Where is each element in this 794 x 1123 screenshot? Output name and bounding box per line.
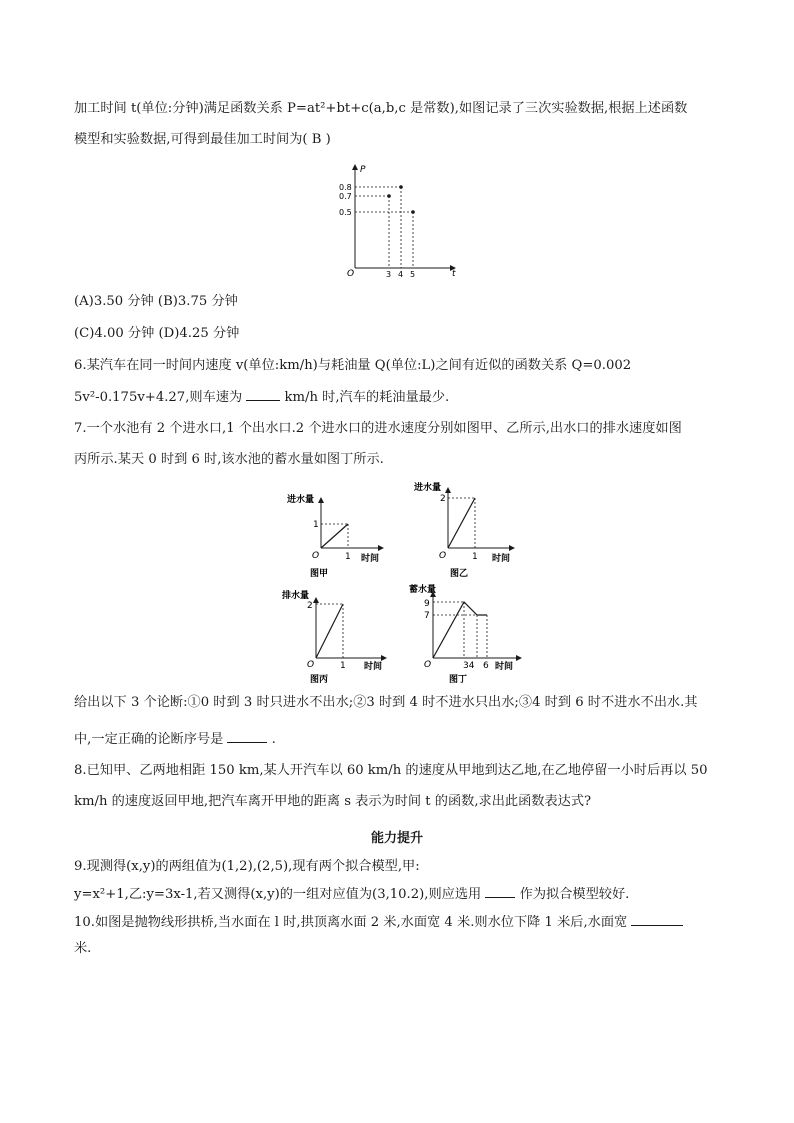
- q6-text-b: km/h 时,汽车的耗油量最少.: [284, 390, 450, 405]
- q5-ytick-0.5: 0.5: [339, 208, 352, 217]
- ding-series: [433, 602, 487, 658]
- jia-ylabel: 进水量: [287, 495, 315, 505]
- q5-ytick-0.7: 0.7: [339, 192, 352, 201]
- bing-origin: O: [307, 660, 315, 670]
- q7-graph-bing: [280, 588, 392, 688]
- jia-xtick: 1: [345, 552, 351, 562]
- q5-point-t4: [399, 185, 403, 189]
- q7-graph-ding: [407, 582, 527, 688]
- q7-graph-jia: [283, 490, 388, 582]
- ding-ylabel: 蓄水量: [409, 585, 437, 595]
- q7-line-3: 给出以下 3 个论断:①0 时到 3 时只进水不出水;②3 时到 4 时不进水只出水;③4 时到 6 时不进水不出水.其: [74, 695, 698, 710]
- q5-options-ab: (A)3.50 分钟 (B)3.75 分钟: [74, 294, 238, 309]
- q10-line-2: 米.: [74, 941, 92, 956]
- bing-ylabel: 排水量: [282, 591, 310, 601]
- ding-xtick-6: 6: [483, 661, 489, 671]
- q5-line-1: 加工时间 t(单位:分钟)满足函数关系 P=at²+bt+c(a,b,c 是常数),如图记录了三次实验数据,根据上述函数: [74, 101, 688, 116]
- q5-x-label: t: [452, 269, 456, 279]
- ding-xlabel: 时间: [495, 662, 514, 672]
- q6-line-1: 6.某汽车在同一时间内速度 v(单位:km/h)与耗油量 Q(单位:L)之间有近似的函数关系 Q=0.002: [74, 358, 632, 373]
- q10-text-a: 10.如图是抛物线形拱桥,当水面在 l 时,拱顶离水面 2 米,水面宽 4 米.则水位下降 1 米后,水面宽: [74, 915, 628, 930]
- yi-caption: 图乙: [450, 569, 469, 579]
- jia-caption: 图甲: [310, 569, 329, 579]
- q7-line-1: 7.一个水池有 2 个进水口,1 个出水口.2 个进水口的进水速度分别如图甲、乙所示,出水口的排水速度如图: [74, 421, 682, 436]
- yi-xlabel: 时间: [492, 554, 511, 564]
- q9-line-1: 9.现测得(x,y)的两组值为(1,2),(2,5),现有两个拟合模型,甲:: [74, 859, 420, 874]
- q5-options-cd: (C)4.00 分钟 (D)4.25 分钟: [74, 326, 240, 341]
- q7-text-b: .: [271, 732, 276, 747]
- q10-line-1: [74, 913, 683, 932]
- q7-line-2: 丙所示.某天 0 时到 6 时,该水池的蓄水量如图丁所示.: [74, 452, 384, 467]
- q9-text-b: 作为拟合模型较好.: [519, 887, 630, 902]
- yi-origin: O: [439, 551, 447, 561]
- q5-xtick-4: 4: [398, 270, 404, 279]
- q9-answer-blank[interactable]: [485, 885, 515, 898]
- yi-xtick: 1: [472, 552, 478, 562]
- jia-xlabel: 时间: [361, 554, 380, 564]
- q5-line-2: 模型和实验数据,可得到最佳加工时间为( B ): [74, 132, 331, 147]
- q6-line-2: [74, 388, 449, 407]
- q5-point-t3: [387, 194, 391, 198]
- q9-text-a: y=x²+1,乙:y=3x-1,若又测得(x,y)的一组对应值为(3,10.2),则应选用: [74, 887, 482, 902]
- ding-ytick-7: 7: [424, 611, 430, 621]
- ding-ytick-9: 9: [424, 599, 430, 609]
- q7-graph-yi: [410, 478, 520, 582]
- ding-origin: O: [424, 660, 432, 670]
- q5-chart: [335, 160, 465, 280]
- bing-caption: 图丙: [310, 675, 329, 685]
- q9-line-2: [74, 885, 629, 904]
- q5-point-t5: [411, 210, 415, 214]
- bing-xlabel: 时间: [364, 662, 383, 672]
- q8-line-1: 8.已知甲、乙两地相距 150 km,某人开汽车以 60 km/h 的速度从甲地到达乙地,在乙地停留一小时后再以 50: [74, 763, 708, 778]
- jia-ytick: 1: [313, 520, 319, 530]
- yi-ylabel: 进水量: [414, 483, 442, 493]
- q5-origin: O: [347, 269, 355, 279]
- jia-series: [321, 524, 348, 548]
- ding-xticks-34: 34: [463, 661, 475, 671]
- bing-series: [316, 604, 343, 658]
- section-title: 能力提升: [370, 831, 423, 846]
- bing-xtick: 1: [340, 661, 346, 671]
- q7-line-4: [74, 730, 276, 749]
- q8-line-2: km/h 的速度返回甲地,把汽车离开甲地的距离 s 表示为时间 t 的函数,求出此函数表达式?: [74, 794, 592, 809]
- yi-series: [448, 498, 475, 548]
- q6-text-a: 5v²-0.175v+4.27,则车速为: [74, 390, 243, 405]
- q6-answer-blank[interactable]: [246, 388, 280, 401]
- q5-ytick-0.8: 0.8: [339, 183, 352, 192]
- ding-caption: 图丁: [449, 675, 468, 685]
- jia-origin: O: [312, 551, 320, 561]
- q5-y-label: P: [360, 165, 366, 175]
- q7-answer-blank[interactable]: [227, 730, 267, 743]
- yi-ytick: 2: [440, 494, 446, 504]
- q7-text-a: 中,一定正确的论断序号是: [74, 732, 224, 747]
- q5-xtick-3: 3: [386, 270, 392, 279]
- q10-answer-blank[interactable]: [631, 913, 683, 926]
- bing-ytick: 2: [307, 601, 313, 611]
- q5-xtick-5: 5: [410, 270, 416, 279]
